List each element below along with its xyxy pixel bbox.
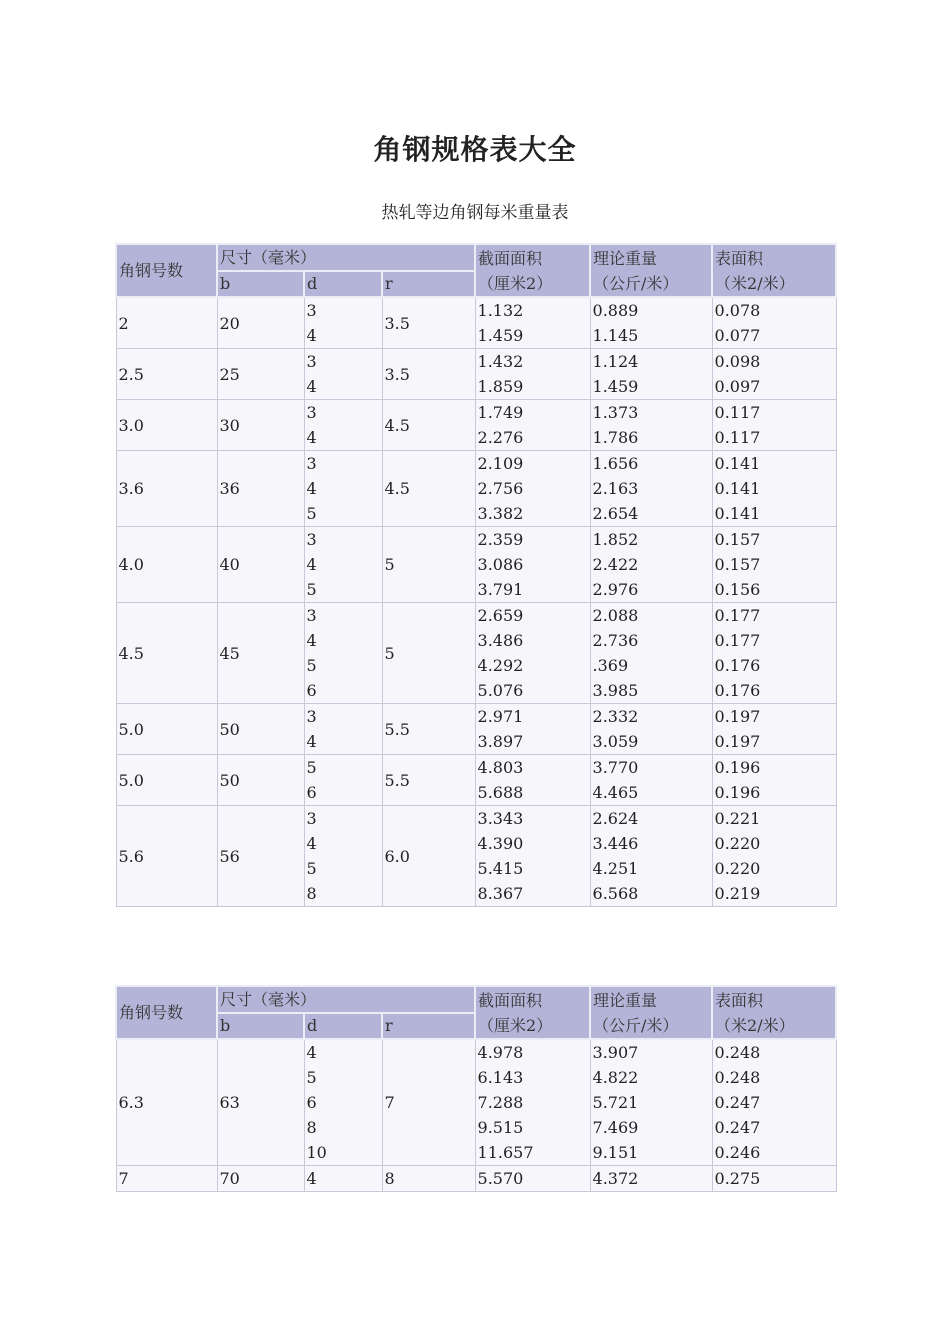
table-row	[116, 1166, 836, 1192]
area-value: 5.688	[477, 783, 524, 802]
surface-value: 0.156	[714, 580, 761, 599]
weight-value: 1.145	[592, 326, 639, 345]
angle-no-cell: 7	[116, 1166, 217, 1192]
surface-cell	[712, 1166, 836, 1192]
r-cell: 6.0	[382, 806, 475, 907]
surface-value: 0.177	[714, 631, 761, 650]
d-value: 5	[306, 1068, 317, 1087]
surface-cell	[712, 603, 836, 704]
b-cell: 45	[217, 603, 304, 704]
weight-value: 3.985	[592, 681, 639, 700]
d-value: 4	[306, 1043, 317, 1062]
weight-value: 2.976	[592, 580, 639, 599]
d-value: 4	[306, 479, 317, 498]
weight-value: 2.654	[592, 504, 639, 523]
d-value: 4	[306, 428, 317, 447]
d-cell	[304, 349, 382, 400]
r-cell: 3.5	[382, 297, 475, 349]
page-subtitle: 热轧等边角钢每米重量表	[381, 203, 569, 223]
d-value: 6	[306, 681, 317, 700]
d-value: 3	[306, 352, 317, 371]
surface-cell	[712, 755, 836, 806]
table-row	[116, 603, 836, 704]
b-cell: 20	[217, 297, 304, 349]
d-value: 3	[306, 707, 317, 726]
header-weight	[590, 986, 712, 1039]
d-value: 5	[306, 656, 317, 675]
area-cell	[475, 451, 590, 527]
d-value: 4	[306, 834, 317, 853]
d-cell	[304, 400, 382, 451]
weight-value: 2.736	[592, 631, 639, 650]
area-cell	[475, 349, 590, 400]
surface-value: 0.176	[714, 656, 761, 675]
angle-no-cell: 3.0	[116, 400, 217, 451]
header-line: 截面面积	[478, 990, 543, 1010]
header-area	[475, 244, 590, 297]
surface-value: 0.141	[714, 454, 761, 473]
d-value: 3	[306, 809, 317, 828]
area-cell	[475, 704, 590, 755]
header-line: （米2/米）	[715, 1015, 795, 1035]
header-line: （公斤/米）	[593, 1015, 679, 1035]
header-line: 表面积	[715, 990, 764, 1010]
area-cell	[475, 1039, 590, 1166]
d-value: 3	[306, 606, 317, 625]
d-value: 6	[306, 1093, 317, 1112]
header-b: b	[217, 1013, 304, 1039]
weight-cell	[590, 1166, 712, 1192]
weight-value: 4.372	[592, 1169, 639, 1188]
weight-value: 4.251	[592, 859, 639, 878]
angle-no-cell: 5.0	[116, 755, 217, 806]
weight-value: 3.446	[592, 834, 639, 853]
surface-value: 0.077	[714, 326, 761, 345]
area-value: 1.459	[477, 326, 524, 345]
weight-cell	[590, 527, 712, 603]
surface-value: 0.247	[714, 1118, 761, 1137]
b-cell: 36	[217, 451, 304, 527]
weight-cell	[590, 297, 712, 349]
d-value: 3	[306, 403, 317, 422]
surface-value: 0.176	[714, 681, 761, 700]
surface-value: 0.196	[714, 783, 761, 802]
d-value: 4	[306, 631, 317, 650]
b-cell: 25	[217, 349, 304, 400]
surface-value: 0.220	[714, 834, 761, 853]
header-angle-no: 角钢号数	[116, 986, 217, 1039]
r-cell: 5.5	[382, 704, 475, 755]
area-value: 1.432	[477, 352, 524, 371]
area-value: 6.143	[477, 1068, 524, 1087]
weight-value: 4.822	[592, 1068, 639, 1087]
angle-steel-table-1	[115, 243, 837, 907]
area-value: 2.659	[477, 606, 524, 625]
r-cell: 4.5	[382, 451, 475, 527]
r-cell: 4.5	[382, 400, 475, 451]
header-angle-no: 角钢号数	[116, 244, 217, 297]
header-row	[116, 244, 836, 271]
angle-steel-table-2	[115, 985, 837, 1192]
area-cell	[475, 400, 590, 451]
header-area	[475, 986, 590, 1039]
d-value: 5	[306, 504, 317, 523]
d-cell	[304, 704, 382, 755]
d-value: 8	[306, 1118, 317, 1137]
b-cell: 30	[217, 400, 304, 451]
surface-value: 0.117	[714, 428, 761, 447]
weight-value: 6.568	[592, 884, 639, 903]
d-cell	[304, 755, 382, 806]
header-line: （厘米2）	[478, 273, 553, 293]
weight-value: 2.422	[592, 555, 639, 574]
area-value: 4.292	[477, 656, 524, 675]
page-title: 角钢规格表大全	[373, 133, 577, 166]
weight-value: 2.088	[592, 606, 639, 625]
angle-no-cell: 5.6	[116, 806, 217, 907]
header-line: （厘米2）	[478, 1015, 553, 1035]
surface-cell	[712, 451, 836, 527]
area-value: 1.132	[477, 301, 524, 320]
header-surface	[712, 986, 836, 1039]
d-cell	[304, 1039, 382, 1166]
d-value: 4	[306, 732, 317, 751]
surface-value: 0.246	[714, 1143, 761, 1162]
weight-cell	[590, 1039, 712, 1166]
r-cell: 5	[382, 527, 475, 603]
area-value: 9.515	[477, 1118, 524, 1137]
surface-value: 0.098	[714, 352, 761, 371]
b-cell: 50	[217, 704, 304, 755]
weight-value: 3.907	[592, 1043, 639, 1062]
d-cell	[304, 297, 382, 349]
weight-value: 4.465	[592, 783, 639, 802]
area-value: 3.791	[477, 580, 524, 599]
angle-no-cell: 3.6	[116, 451, 217, 527]
surface-value: 0.097	[714, 377, 761, 396]
header-d: d	[304, 271, 382, 297]
table-1-body	[116, 244, 836, 907]
b-cell: 50	[217, 755, 304, 806]
angle-no-cell: 6.3	[116, 1039, 217, 1166]
table-row	[116, 400, 836, 451]
surface-value: 0.177	[714, 606, 761, 625]
d-value: 3	[306, 530, 317, 549]
header-r: r	[382, 1013, 475, 1039]
d-cell	[304, 603, 382, 704]
header-weight	[590, 244, 712, 297]
surface-value: 0.219	[714, 884, 761, 903]
weight-value: 3.059	[592, 732, 639, 751]
area-value: 2.971	[477, 707, 524, 726]
d-cell	[304, 1166, 382, 1192]
area-value: 5.076	[477, 681, 524, 700]
weight-value: 2.624	[592, 809, 639, 828]
header-line: （米2/米）	[715, 273, 795, 293]
area-value: 8.367	[477, 884, 524, 903]
weight-value: 5.721	[592, 1093, 639, 1112]
area-value: 4.978	[477, 1043, 524, 1062]
angle-no-cell: 4.0	[116, 527, 217, 603]
area-value: 2.359	[477, 530, 524, 549]
surface-value: 0.248	[714, 1043, 761, 1062]
area-cell	[475, 527, 590, 603]
weight-cell	[590, 603, 712, 704]
area-value: 1.749	[477, 403, 524, 422]
b-cell: 70	[217, 1166, 304, 1192]
weight-value: 2.163	[592, 479, 639, 498]
area-cell	[475, 603, 590, 704]
d-value: 10	[306, 1143, 327, 1162]
weight-value: 1.656	[592, 454, 639, 473]
header-line: 理论重量	[593, 990, 658, 1010]
area-value: 2.756	[477, 479, 524, 498]
surface-value: 0.141	[714, 504, 761, 523]
d-value: 5	[306, 859, 317, 878]
surface-value: 0.197	[714, 707, 761, 726]
area-value: 5.570	[477, 1169, 524, 1188]
weight-value: 3.770	[592, 758, 639, 777]
table-row	[116, 1039, 836, 1166]
area-value: 3.343	[477, 809, 524, 828]
weight-value: 1.852	[592, 530, 639, 549]
d-cell	[304, 806, 382, 907]
d-value: 4	[306, 326, 317, 345]
weight-value: .369	[592, 656, 629, 675]
d-value: 5	[306, 580, 317, 599]
table-row	[116, 527, 836, 603]
table-row	[116, 806, 836, 907]
area-value: 4.803	[477, 758, 524, 777]
surface-value: 0.221	[714, 809, 761, 828]
weight-cell	[590, 704, 712, 755]
surface-value: 0.275	[714, 1169, 761, 1188]
surface-cell	[712, 1039, 836, 1166]
surface-value: 0.247	[714, 1093, 761, 1112]
d-value: 6	[306, 783, 317, 802]
area-value: 1.859	[477, 377, 524, 396]
weight-cell	[590, 755, 712, 806]
weight-value: 1.373	[592, 403, 639, 422]
d-value: 5	[306, 758, 317, 777]
header-row	[116, 986, 836, 1013]
surface-value: 0.197	[714, 732, 761, 751]
area-cell	[475, 1166, 590, 1192]
header-d: d	[304, 1013, 382, 1039]
surface-value: 0.117	[714, 403, 761, 422]
b-cell: 56	[217, 806, 304, 907]
weight-cell	[590, 400, 712, 451]
surface-cell	[712, 400, 836, 451]
r-cell: 3.5	[382, 349, 475, 400]
weight-value: 7.469	[592, 1118, 639, 1137]
r-cell: 5.5	[382, 755, 475, 806]
surface-value: 0.078	[714, 301, 761, 320]
d-cell	[304, 527, 382, 603]
area-cell	[475, 755, 590, 806]
d-value: 8	[306, 884, 317, 903]
d-value: 3	[306, 454, 317, 473]
surface-value: 0.220	[714, 859, 761, 878]
area-cell	[475, 297, 590, 349]
angle-no-cell: 4.5	[116, 603, 217, 704]
weight-value: 2.332	[592, 707, 639, 726]
table-2-body	[116, 986, 836, 1192]
r-cell: 5	[382, 603, 475, 704]
area-value: 11.657	[477, 1143, 534, 1162]
weight-value: 1.459	[592, 377, 639, 396]
weight-value: 1.124	[592, 352, 639, 371]
surface-value: 0.157	[714, 530, 761, 549]
angle-no-cell: 5.0	[116, 704, 217, 755]
weight-cell	[590, 451, 712, 527]
table-row	[116, 451, 836, 527]
table-row	[116, 297, 836, 349]
angle-no-cell: 2.5	[116, 349, 217, 400]
area-value: 3.486	[477, 631, 524, 650]
surface-cell	[712, 806, 836, 907]
header-surface	[712, 244, 836, 297]
area-value: 3.086	[477, 555, 524, 574]
header-dimension: 尺寸（毫米）	[217, 986, 475, 1013]
surface-value: 0.141	[714, 479, 761, 498]
header-b: b	[217, 271, 304, 297]
weight-value: 0.889	[592, 301, 639, 320]
area-value: 3.897	[477, 732, 524, 751]
surface-cell	[712, 349, 836, 400]
weight-cell	[590, 349, 712, 400]
area-cell	[475, 806, 590, 907]
d-value: 4	[306, 555, 317, 574]
surface-value: 0.196	[714, 758, 761, 777]
d-value: 4	[306, 1169, 317, 1188]
weight-cell	[590, 806, 712, 907]
d-cell	[304, 451, 382, 527]
header-line: 表面积	[715, 248, 764, 268]
header-dimension: 尺寸（毫米）	[217, 244, 475, 271]
table-row	[116, 704, 836, 755]
b-cell: 40	[217, 527, 304, 603]
b-cell: 63	[217, 1039, 304, 1166]
weight-value: 9.151	[592, 1143, 639, 1162]
surface-value: 0.157	[714, 555, 761, 574]
surface-cell	[712, 527, 836, 603]
d-value: 3	[306, 301, 317, 320]
area-value: 5.415	[477, 859, 524, 878]
d-value: 4	[306, 377, 317, 396]
header-line: （公斤/米）	[593, 273, 679, 293]
surface-cell	[712, 704, 836, 755]
area-value: 7.288	[477, 1093, 524, 1112]
table-row	[116, 755, 836, 806]
area-value: 2.109	[477, 454, 524, 473]
weight-value: 1.786	[592, 428, 639, 447]
angle-no-cell: 2	[116, 297, 217, 349]
header-line: 理论重量	[593, 248, 658, 268]
header-r: r	[382, 271, 475, 297]
surface-cell	[712, 297, 836, 349]
area-value: 4.390	[477, 834, 524, 853]
header-line: 截面面积	[478, 248, 543, 268]
area-value: 3.382	[477, 504, 524, 523]
r-cell: 8	[382, 1166, 475, 1192]
area-value: 2.276	[477, 428, 524, 447]
r-cell: 7	[382, 1039, 475, 1166]
surface-value: 0.248	[714, 1068, 761, 1087]
table-row	[116, 349, 836, 400]
